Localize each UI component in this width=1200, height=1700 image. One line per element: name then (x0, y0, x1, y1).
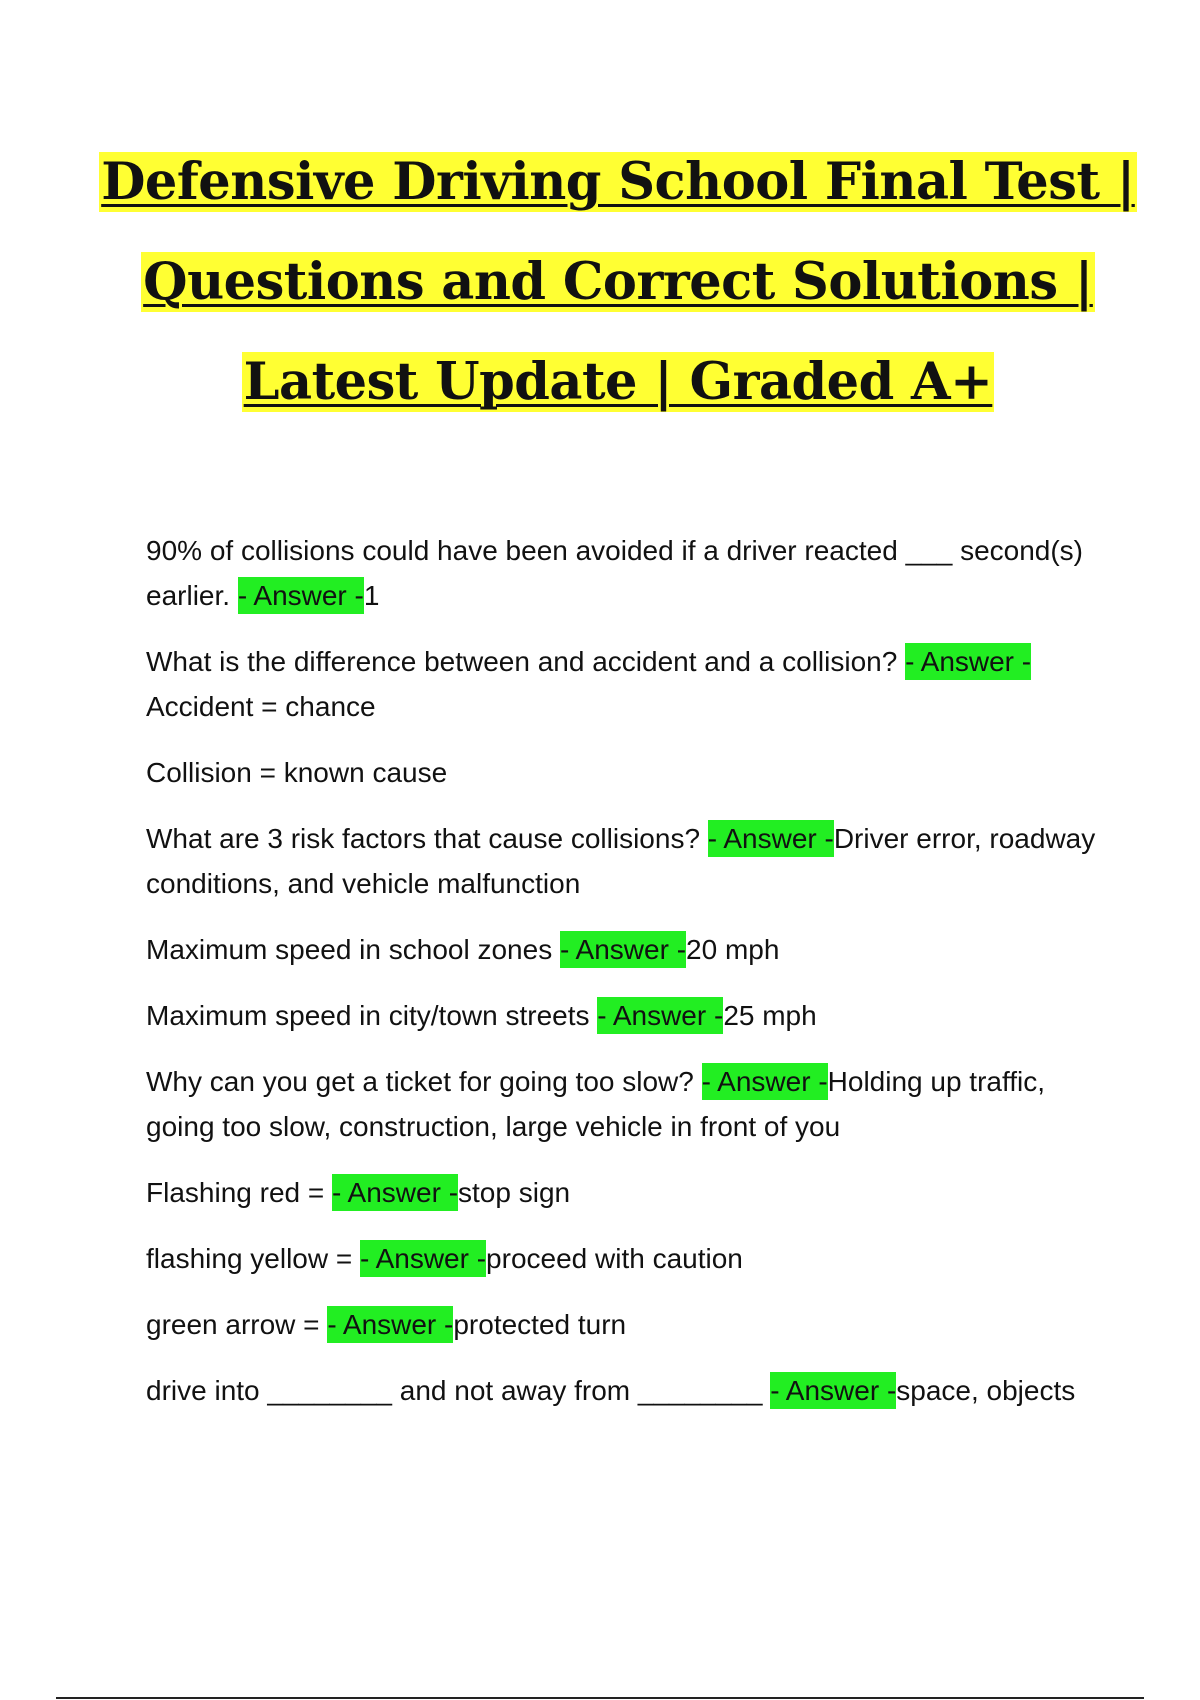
answer-marker: - Answer - (560, 931, 686, 968)
answer-text: 25 mph (723, 1000, 817, 1031)
answer-marker: - Answer - (332, 1174, 458, 1211)
answer-marker: - Answer - (238, 577, 364, 614)
qa-item (146, 927, 1096, 972)
answer-marker: - Answer - (708, 820, 834, 857)
question-text: 90% of collisions could have been avoided if a driver reacted ___ second(s) earlier. (146, 535, 1084, 611)
question-text: What is the difference between and accident and a collision? (146, 646, 906, 677)
question-text: What are 3 risk factors that cause collisions? (146, 823, 708, 854)
title-line-1: Defensive Driving School Final Test | (101, 152, 1135, 212)
footer-rule (56, 1697, 1144, 1699)
title-line-2: Questions and Correct Solutions | (143, 252, 1093, 312)
question-text: green arrow = (146, 1309, 328, 1340)
answer-text: Accident = chance (146, 691, 376, 722)
question-text: Why can you get a ticket for going too slow? (146, 1066, 702, 1097)
question-text: Flashing red = (146, 1177, 332, 1208)
qa-list (146, 528, 1096, 1434)
answer-marker: - Answer - (702, 1063, 828, 1100)
qa-item (146, 993, 1096, 1038)
answer-text: stop sign (458, 1177, 571, 1208)
qa-item (146, 816, 1096, 906)
answer-text: 1 (363, 580, 380, 611)
title-line-3: Latest Update | Graded A+ (243, 352, 993, 412)
answer-text: proceed with caution (486, 1243, 743, 1274)
document-title (60, 132, 1176, 432)
answer-marker: - Answer - (905, 643, 1031, 680)
question-text: flashing yellow = (146, 1243, 361, 1274)
answer-marker: - Answer - (327, 1306, 453, 1343)
question-text: Maximum speed in school zones (146, 934, 560, 965)
question-text: drive into ________ and not away from ________ (146, 1375, 771, 1406)
body-text: Collision = known cause (146, 757, 448, 788)
qa-item (146, 1059, 1096, 1149)
qa-item (146, 1302, 1096, 1347)
answer-marker: - Answer - (360, 1240, 486, 1277)
answer-marker: - Answer - (597, 997, 723, 1034)
qa-item (146, 528, 1096, 618)
qa-item (146, 1236, 1096, 1281)
qa-item (146, 1170, 1096, 1215)
answer-text: Driver error, roadway conditions, and vehicle malfunction (146, 823, 1096, 899)
answer-marker: - Answer - (770, 1372, 896, 1409)
question-text: Maximum speed in city/town streets (146, 1000, 598, 1031)
qa-item (146, 639, 1096, 729)
answer-text: protected turn (453, 1309, 627, 1340)
answer-text: space, objects (896, 1375, 1076, 1406)
qa-item (146, 1368, 1096, 1413)
qa-item (146, 750, 1096, 795)
answer-text: 20 mph (686, 934, 780, 965)
answer-text: Holding up traffic, going too slow, construction, large vehicle in front of you (146, 1066, 1046, 1142)
